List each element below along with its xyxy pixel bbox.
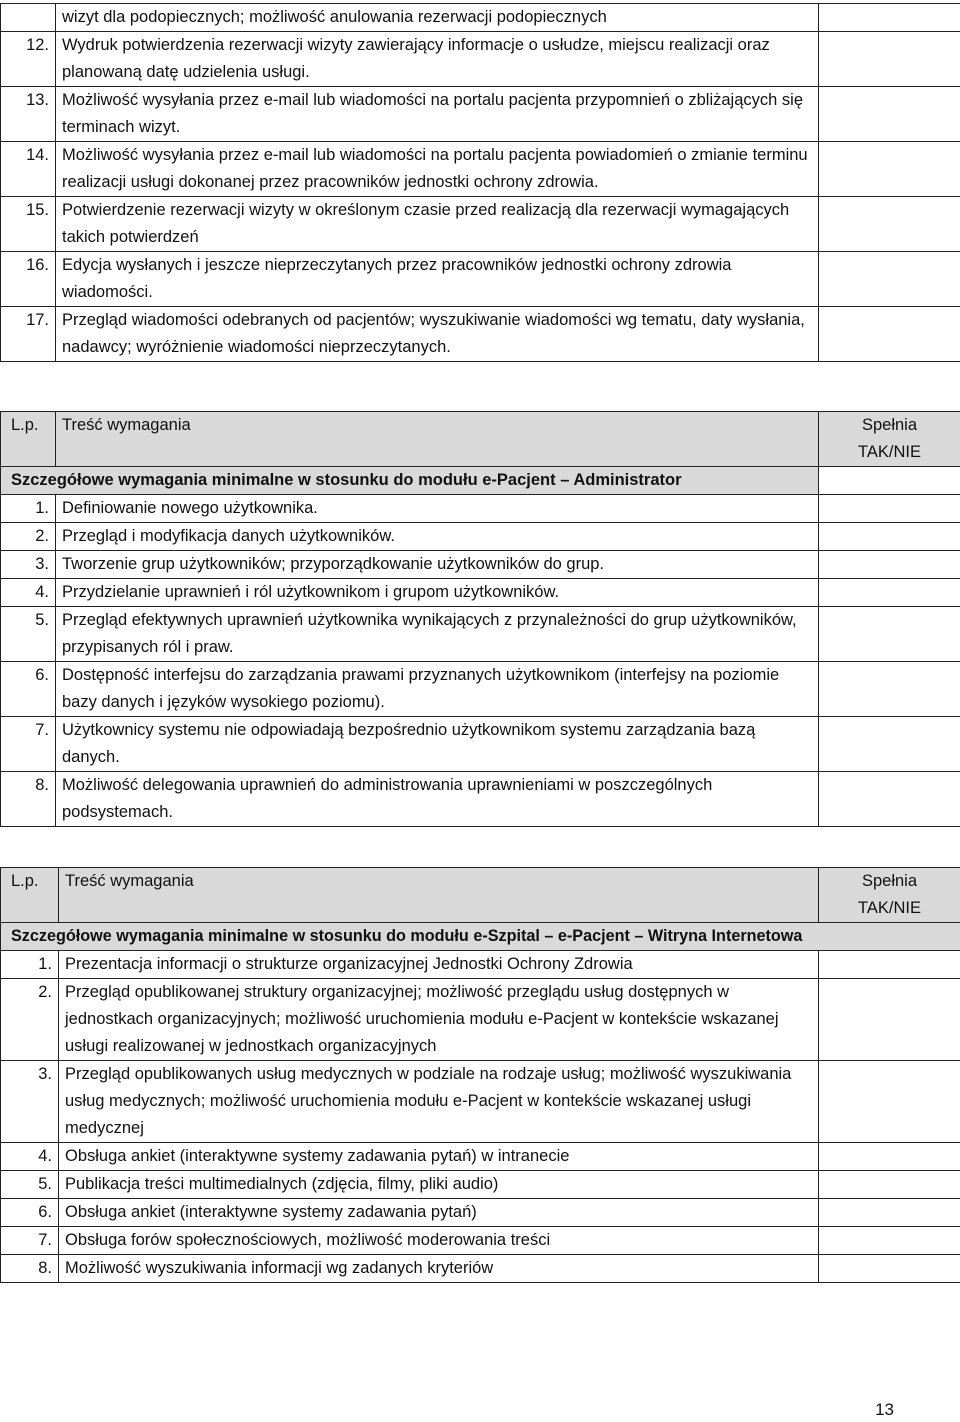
page-number: 13	[875, 1400, 894, 1419]
table-row	[1, 951, 960, 979]
section-title: Szczegółowe wymagania minimalne w stosunku do modułu e-Pacjent – Administrator	[1, 467, 819, 495]
table-row	[1, 1227, 960, 1255]
table-row	[1, 717, 960, 772]
header-content: Treść wymagania	[56, 412, 819, 467]
fulfils-cell	[819, 1171, 960, 1199]
row-text: wizyt dla podopiecznych; możliwość anulowania rezerwacji podopiecznych	[56, 4, 819, 32]
table-row	[1, 579, 960, 607]
fulfils-cell	[819, 772, 960, 827]
table-row	[1, 772, 960, 827]
row-number: 7.	[1, 717, 56, 772]
row-text: Dostępność interfejsu do zarządzania prawami przyznanych użytkownikom (interfejsy na poziomie bazy danych i języków wysokiego poziomu).	[56, 662, 819, 717]
fulfils-cell	[819, 197, 960, 252]
row-number: 14.	[1, 142, 56, 197]
row-number: 1.	[1, 951, 59, 979]
fulfils-cell	[819, 1143, 960, 1171]
row-text: Przegląd efektywnych uprawnień użytkownika wynikających z przynależności do grup użytkowników, przypisanych ról i praw.	[56, 607, 819, 662]
row-number: 3.	[1, 1061, 59, 1143]
requirements-table-administrator	[0, 411, 960, 827]
section-row	[1, 923, 960, 951]
fulfils-cell	[819, 551, 960, 579]
row-number: 5.	[1, 607, 56, 662]
fulfils-cell	[819, 252, 960, 307]
row-text: Obsługa ankiet (interaktywne systemy zadawania pytań)	[59, 1199, 819, 1227]
row-text: Obsługa ankiet (interaktywne systemy zadawania pytań) w intranecie	[59, 1143, 819, 1171]
row-text: Użytkownicy systemu nie odpowiadają bezpośrednio użytkownikom systemu zarządzania bazą danych.	[56, 717, 819, 772]
table-row	[1, 979, 960, 1061]
fulfils-cell	[819, 32, 960, 87]
fulfils-cell	[819, 579, 960, 607]
header-yes-no: TAK/NIE	[858, 899, 921, 917]
table-row	[1, 1171, 960, 1199]
fulfils-cell	[819, 4, 960, 32]
table-row	[1, 1061, 960, 1143]
row-text: Prezentacja informacji o strukturze organizacyjnej Jednostki Ochrony Zdrowia	[59, 951, 819, 979]
row-number: 4.	[1, 579, 56, 607]
fulfils-cell	[819, 1061, 960, 1143]
row-text: Publikacja treści multimedialnych (zdjęcia, filmy, pliki audio)	[59, 1171, 819, 1199]
row-number: 15.	[1, 197, 56, 252]
row-number: 4.	[1, 1143, 59, 1171]
table-row	[1, 4, 960, 32]
row-text: Wydruk potwierdzenia rezerwacji wizyty zawierający informacje o usłudze, miejscu realizacji oraz planowaną datę udzielenia usługi.	[56, 32, 819, 87]
row-text: Edycja wysłanych i jeszcze nieprzeczytanych przez pracowników jednostki ochrony zdrowia wiadomości.	[56, 252, 819, 307]
fulfils-cell	[819, 1255, 960, 1283]
section-title: Szczegółowe wymagania minimalne w stosunku do modułu e-Szpital – e-Pacjent – Witryna Internetowa	[1, 923, 960, 951]
row-number: 6.	[1, 1199, 59, 1227]
row-number: 6.	[1, 662, 56, 717]
fulfils-cell	[819, 87, 960, 142]
row-text: Możliwość delegowania uprawnień do administrowania uprawnieniami w poszczególnych podsystemach.	[56, 772, 819, 827]
table-row	[1, 1255, 960, 1283]
table-row	[1, 307, 960, 362]
header-fulfils-label: Spełnia	[861, 416, 918, 434]
table-body	[1, 4, 960, 362]
header-yes-no: TAK/NIE	[858, 443, 921, 461]
table-row	[1, 662, 960, 717]
table-header-row	[1, 412, 960, 467]
row-number: 3.	[1, 551, 56, 579]
header-lp: L.p.	[1, 412, 56, 467]
section-row	[1, 467, 960, 495]
fulfils-cell	[819, 951, 960, 979]
table-row	[1, 495, 960, 523]
row-number: 8.	[1, 772, 56, 827]
table-row	[1, 523, 960, 551]
fulfils-cell	[819, 662, 960, 717]
fulfils-cell	[819, 523, 960, 551]
fulfils-cell	[819, 607, 960, 662]
header-content: Treść wymagania	[59, 868, 819, 923]
row-text: Definiowanie nowego użytkownika.	[56, 495, 819, 523]
row-number: 7.	[1, 1227, 59, 1255]
table-row	[1, 87, 960, 142]
fulfils-cell	[819, 1227, 960, 1255]
table-row	[1, 32, 960, 87]
row-text: Obsługa forów społecznościowych, możliwość moderowania treści	[59, 1227, 819, 1255]
row-number: 2.	[1, 979, 59, 1061]
row-text: Przydzielanie uprawnień i ról użytkownikom i grupom użytkowników.	[56, 579, 819, 607]
row-number: 13.	[1, 87, 56, 142]
row-text: Przegląd opublikowanej struktury organizacyjnej; możliwość przeglądu usług dostępnych w jednostkach organizacyjnych; możliwość uruchomienia modułu e-Pacjent w kontekście wskazanej usługi realizowanej w jednostkach organizacyjnych	[59, 979, 819, 1061]
header-lp: L.p.	[1, 868, 59, 923]
table-body	[1, 412, 960, 827]
row-number: 2.	[1, 523, 56, 551]
row-number: 8.	[1, 1255, 59, 1283]
header-fulfils	[819, 412, 960, 467]
row-number: 5.	[1, 1171, 59, 1199]
row-text: Przegląd i modyfikacja danych użytkowników.	[56, 523, 819, 551]
fulfils-cell	[819, 1199, 960, 1227]
table-row	[1, 1143, 960, 1171]
row-number: 17.	[1, 307, 56, 362]
table-row	[1, 252, 960, 307]
row-text: Możliwość wysyłania przez e-mail lub wiadomości na portalu pacjenta przypomnień o zbliżających się terminach wizyt.	[56, 87, 819, 142]
fulfils-cell	[819, 495, 960, 523]
row-text: Przegląd wiadomości odebranych od pacjentów; wyszukiwanie wiadomości wg tematu, daty wysłania, nadawcy; wyróżnienie wiadomości nieprzeczytanych.	[56, 307, 819, 362]
header-fulfils	[819, 868, 960, 923]
row-number: 16.	[1, 252, 56, 307]
row-number	[1, 4, 56, 32]
row-text: Możliwość wysyłania przez e-mail lub wiadomości na portalu pacjenta powiadomień o zmianie terminu realizacji usługi dokonanej przez pracowników jednostki ochrony zdrowia.	[56, 142, 819, 197]
fulfils-cell	[819, 142, 960, 197]
requirements-table-website	[0, 867, 960, 1283]
fulfils-cell	[819, 307, 960, 362]
header-fulfils-label: Spełnia	[861, 872, 918, 890]
section-fulfils-cell	[819, 467, 960, 495]
row-text: Tworzenie grup użytkowników; przyporządkowanie użytkowników do grup.	[56, 551, 819, 579]
requirements-table-continued	[0, 3, 960, 362]
row-text: Możliwość wyszukiwania informacji wg zadanych kryteriów	[59, 1255, 819, 1283]
fulfils-cell	[819, 979, 960, 1061]
table-row	[1, 1199, 960, 1227]
table-row	[1, 142, 960, 197]
fulfils-cell	[819, 717, 960, 772]
table-row	[1, 607, 960, 662]
row-text: Potwierdzenie rezerwacji wizyty w określonym czasie przed realizacją dla rezerwacji wymagających takich potwierdzeń	[56, 197, 819, 252]
table-body	[1, 868, 960, 1283]
table-row	[1, 551, 960, 579]
row-number: 1.	[1, 495, 56, 523]
table-header-row	[1, 868, 960, 923]
row-number: 12.	[1, 32, 56, 87]
row-text: Przegląd opublikowanych usług medycznych w podziale na rodzaje usług; możliwość wyszukiwania usług medycznych; możliwość uruchomienia modułu e-Pacjent w kontekście wskazanej usługi medycznej	[59, 1061, 819, 1143]
table-row	[1, 197, 960, 252]
